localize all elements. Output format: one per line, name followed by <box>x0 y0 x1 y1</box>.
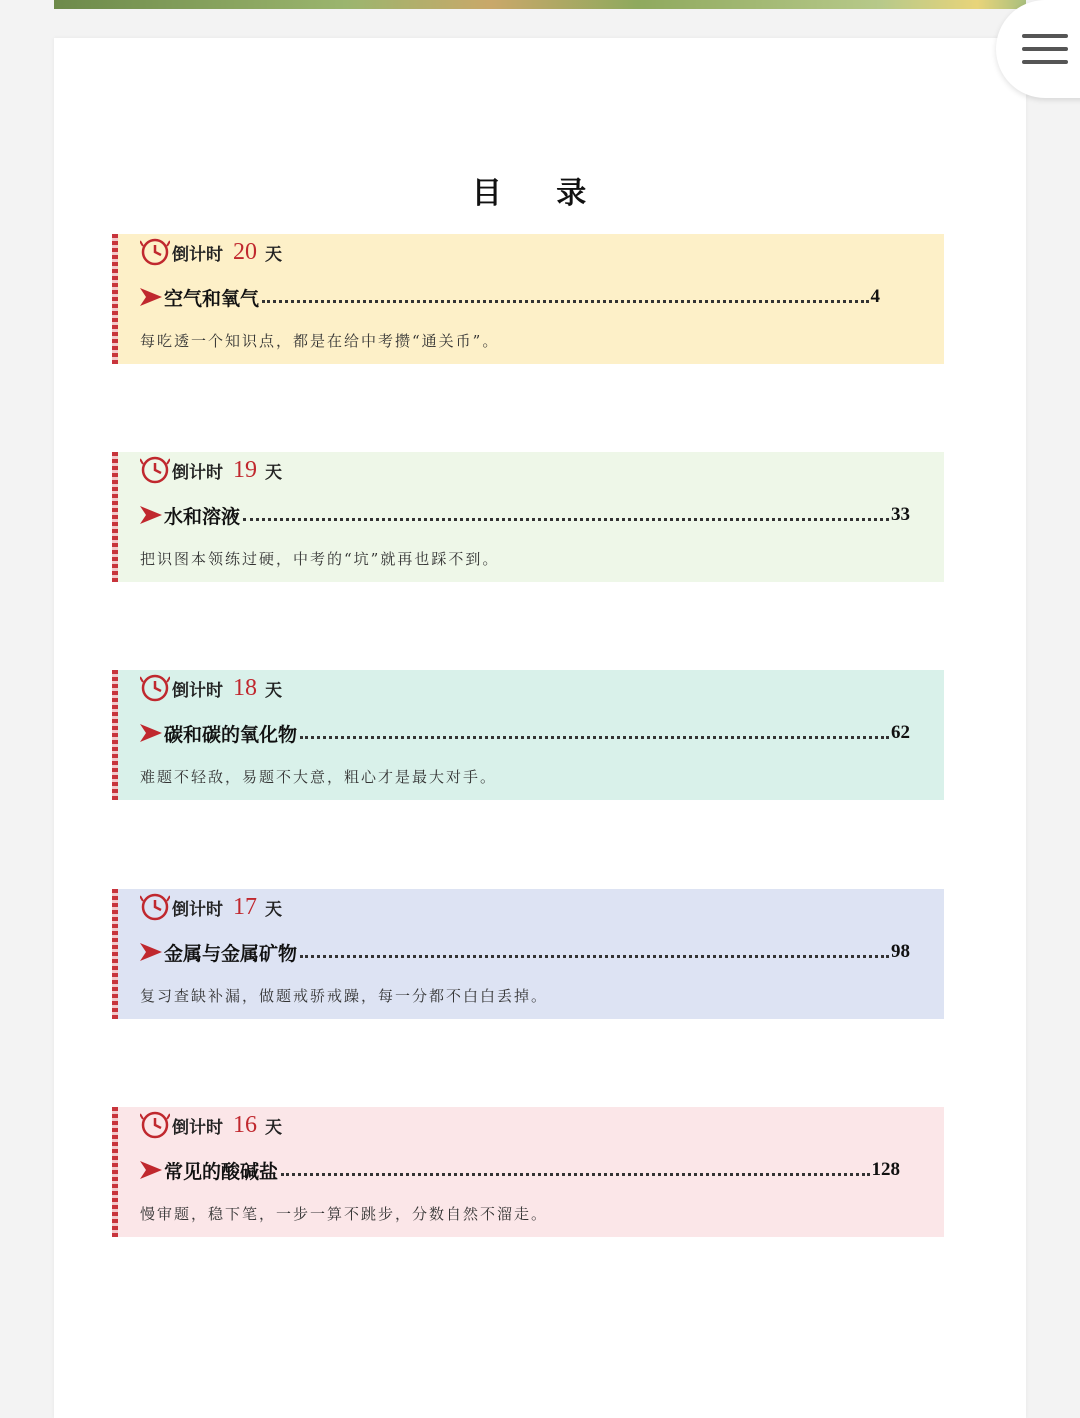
section-tagline: 慢审题，稳下笔，一步一算不跳步，分数自然不溜走。 <box>140 1205 549 1223</box>
countdown-label: 倒计时 <box>172 1117 223 1138</box>
hamburger-icon-bar <box>1022 34 1068 38</box>
section-tagline: 复习查缺补漏，做题戒骄戒躁，每一分都不白白丢掉。 <box>140 987 549 1005</box>
toc-entry[interactable] <box>140 1155 900 1185</box>
toc-section <box>112 452 944 582</box>
countdown-label: 倒计时 <box>172 899 223 920</box>
countdown-header <box>140 454 282 486</box>
toc-section <box>112 1107 944 1237</box>
clock-icon <box>140 237 170 267</box>
countdown-days: 20 <box>233 238 257 265</box>
clock-icon <box>140 673 170 703</box>
section-tagline: 每吃透一个知识点，都是在给中考攒“通关币”。 <box>140 332 500 350</box>
section-tagline: 难题不轻敌，易题不大意，粗心才是最大对手。 <box>140 768 498 786</box>
arrow-right-icon <box>140 943 162 961</box>
top-banner-image <box>54 0 1026 9</box>
page-title: 目 录 <box>471 176 609 211</box>
entry-title: 水和溶液 <box>164 505 241 528</box>
arrow-right-icon <box>140 1161 162 1179</box>
countdown-unit: 天 <box>265 244 282 265</box>
clock-icon <box>140 455 170 485</box>
countdown-unit: 天 <box>265 899 282 920</box>
arrow-right-icon <box>140 288 162 306</box>
section-stripe <box>112 452 118 582</box>
countdown-unit: 天 <box>265 462 282 483</box>
hamburger-icon-bar <box>1022 60 1068 64</box>
entry-page-number: 98 <box>891 941 910 962</box>
toc-section <box>112 234 944 364</box>
countdown-header <box>140 1109 282 1141</box>
entry-title: 金属与金属矿物 <box>164 942 298 965</box>
document-page <box>54 38 1026 1418</box>
leader-dots <box>300 736 889 739</box>
section-stripe <box>112 234 118 364</box>
entry-page-number: 128 <box>871 1159 900 1180</box>
toc-entry[interactable] <box>140 282 880 312</box>
hamburger-icon-bar <box>1022 47 1068 51</box>
countdown-header <box>140 672 282 704</box>
section-stripe <box>112 1107 118 1237</box>
countdown-days: 17 <box>233 893 257 920</box>
countdown-label: 倒计时 <box>172 244 223 265</box>
entry-title: 常见的酸碱盐 <box>164 1160 279 1183</box>
toc-entry[interactable] <box>140 718 910 748</box>
countdown-header <box>140 236 282 268</box>
entry-page-number: 62 <box>891 722 910 743</box>
countdown-days: 18 <box>233 674 257 701</box>
leader-dots <box>262 300 868 303</box>
toc-section <box>112 889 944 1019</box>
leader-dots <box>281 1173 869 1176</box>
toc-section <box>112 670 944 800</box>
section-stripe <box>112 889 118 1019</box>
clock-icon <box>140 892 170 922</box>
entry-page-number: 4 <box>870 286 880 307</box>
toc-entry[interactable] <box>140 500 910 530</box>
leader-dots <box>300 955 889 958</box>
countdown-label: 倒计时 <box>172 462 223 483</box>
countdown-days: 19 <box>233 456 257 483</box>
entry-title: 碳和碳的氧化物 <box>164 723 298 746</box>
entry-title: 空气和氧气 <box>164 287 260 310</box>
countdown-header <box>140 891 282 923</box>
countdown-unit: 天 <box>265 680 282 701</box>
entry-page-number: 33 <box>891 504 910 525</box>
arrow-right-icon <box>140 506 162 524</box>
clock-icon <box>140 1110 170 1140</box>
section-stripe <box>112 670 118 800</box>
toc-entry[interactable] <box>140 937 910 967</box>
countdown-unit: 天 <box>265 1117 282 1138</box>
leader-dots <box>243 518 889 521</box>
section-tagline: 把识图本领练过硬，中考的“坑”就再也踩不到。 <box>140 550 500 568</box>
countdown-label: 倒计时 <box>172 680 223 701</box>
arrow-right-icon <box>140 724 162 742</box>
countdown-days: 16 <box>233 1111 257 1138</box>
